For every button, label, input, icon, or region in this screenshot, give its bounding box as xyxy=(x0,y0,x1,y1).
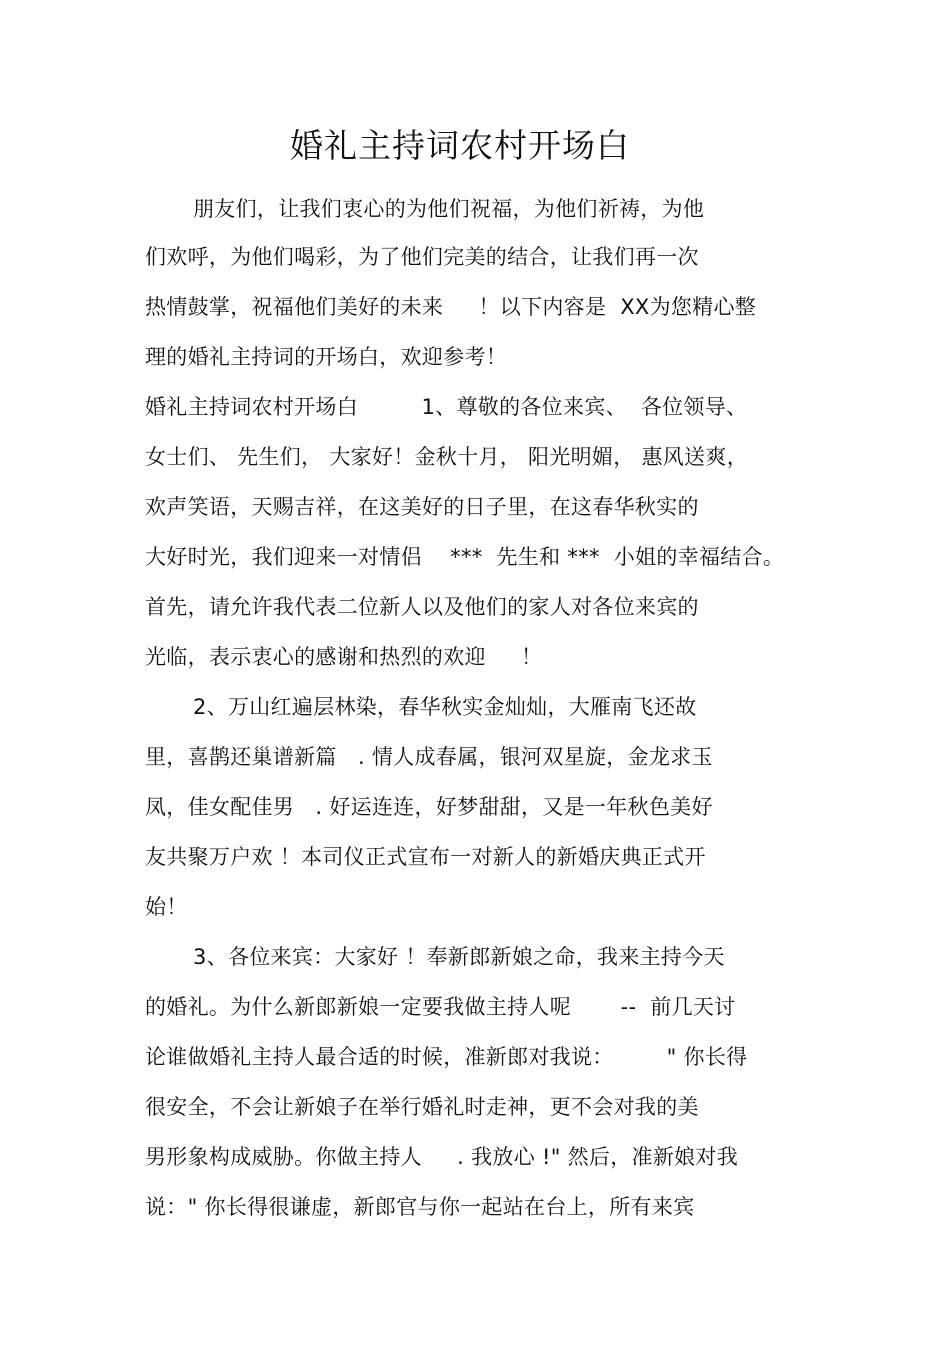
paragraph-line: 里，喜鹊还巢谱新篇 . 情人成春属，银河双星旋，金龙求玉 xyxy=(145,745,713,769)
paragraph-line: 朋友们，让我们衷心的为他们祝福，为他们祈祷，为他 xyxy=(193,197,705,221)
paragraph-line: 婚礼主持词农村开场白 1、尊敬的各位来宾、 各位领导、 xyxy=(145,395,748,419)
paragraph-line: 论谁做婚礼主持人最合适的时候，准新郎对我说： " 你长得 xyxy=(145,1045,748,1069)
paragraph-line: 凤，佳女配佳男 . 好运连连，好梦甜甜，又是一年秋色美好 xyxy=(145,795,713,819)
document-title: 婚礼主持词农村开场白 xyxy=(290,126,630,165)
paragraph-line: 3、各位来宾：大家好 ！奉新郎新娘之命，我来主持今天 xyxy=(193,945,725,969)
paragraph-line: 大好时光，我们迎来一对情侣 *** 先生和 *** 小姐的幸福结合。 xyxy=(145,545,785,569)
paragraph-line: 的婚礼。为什么新郎新娘一定要我做主持人呢 -- 前几天讨 xyxy=(145,995,736,1019)
paragraph-line: 女士们、 先生们， 大家好！金秋十月， 阳光明媚， 惠风送爽， xyxy=(145,445,748,469)
paragraph-line: 欢声笑语，天赐吉祥，在这美好的日子里，在这春华秋实的 xyxy=(145,495,699,519)
paragraph-line: 男形象构成威胁。你做主持人 . 我放心 !" 然后，准新娘对我 xyxy=(145,1145,739,1169)
paragraph-line: 友共聚万户欢 ！本司仪正式宣布一对新人的新婚庆典正式开 xyxy=(145,845,706,869)
paragraph-line: 说：" 你长得很谦虚，新郎官与你一起站在台上，所有来宾 xyxy=(145,1195,695,1219)
paragraph-line: 很安全，不会让新娘子在举行婚礼时走神，更不会对我的美 xyxy=(145,1095,699,1119)
paragraph-line: 理的婚礼主持词的开场白，欢迎参考！ xyxy=(145,345,508,369)
paragraph-line: 首先，请允许我代表二位新人以及他们的家人对各位来宾的 xyxy=(145,595,699,619)
paragraph-line: 们欢呼，为他们喝彩，为了他们完美的结合，让我们再一次 xyxy=(145,245,699,269)
paragraph-line: 2、万山红遍层林染，春华秋实金灿灿，大雁南飞还故 xyxy=(193,695,697,719)
paragraph-line: 光临，表示衷心的感谢和热烈的欢迎 ！ xyxy=(145,645,543,669)
paragraph-line: 热情鼓掌，祝福他们美好的未来 ！以下内容是 XX为您精心整 xyxy=(145,295,757,319)
paragraph-line: 始！ xyxy=(145,895,188,919)
